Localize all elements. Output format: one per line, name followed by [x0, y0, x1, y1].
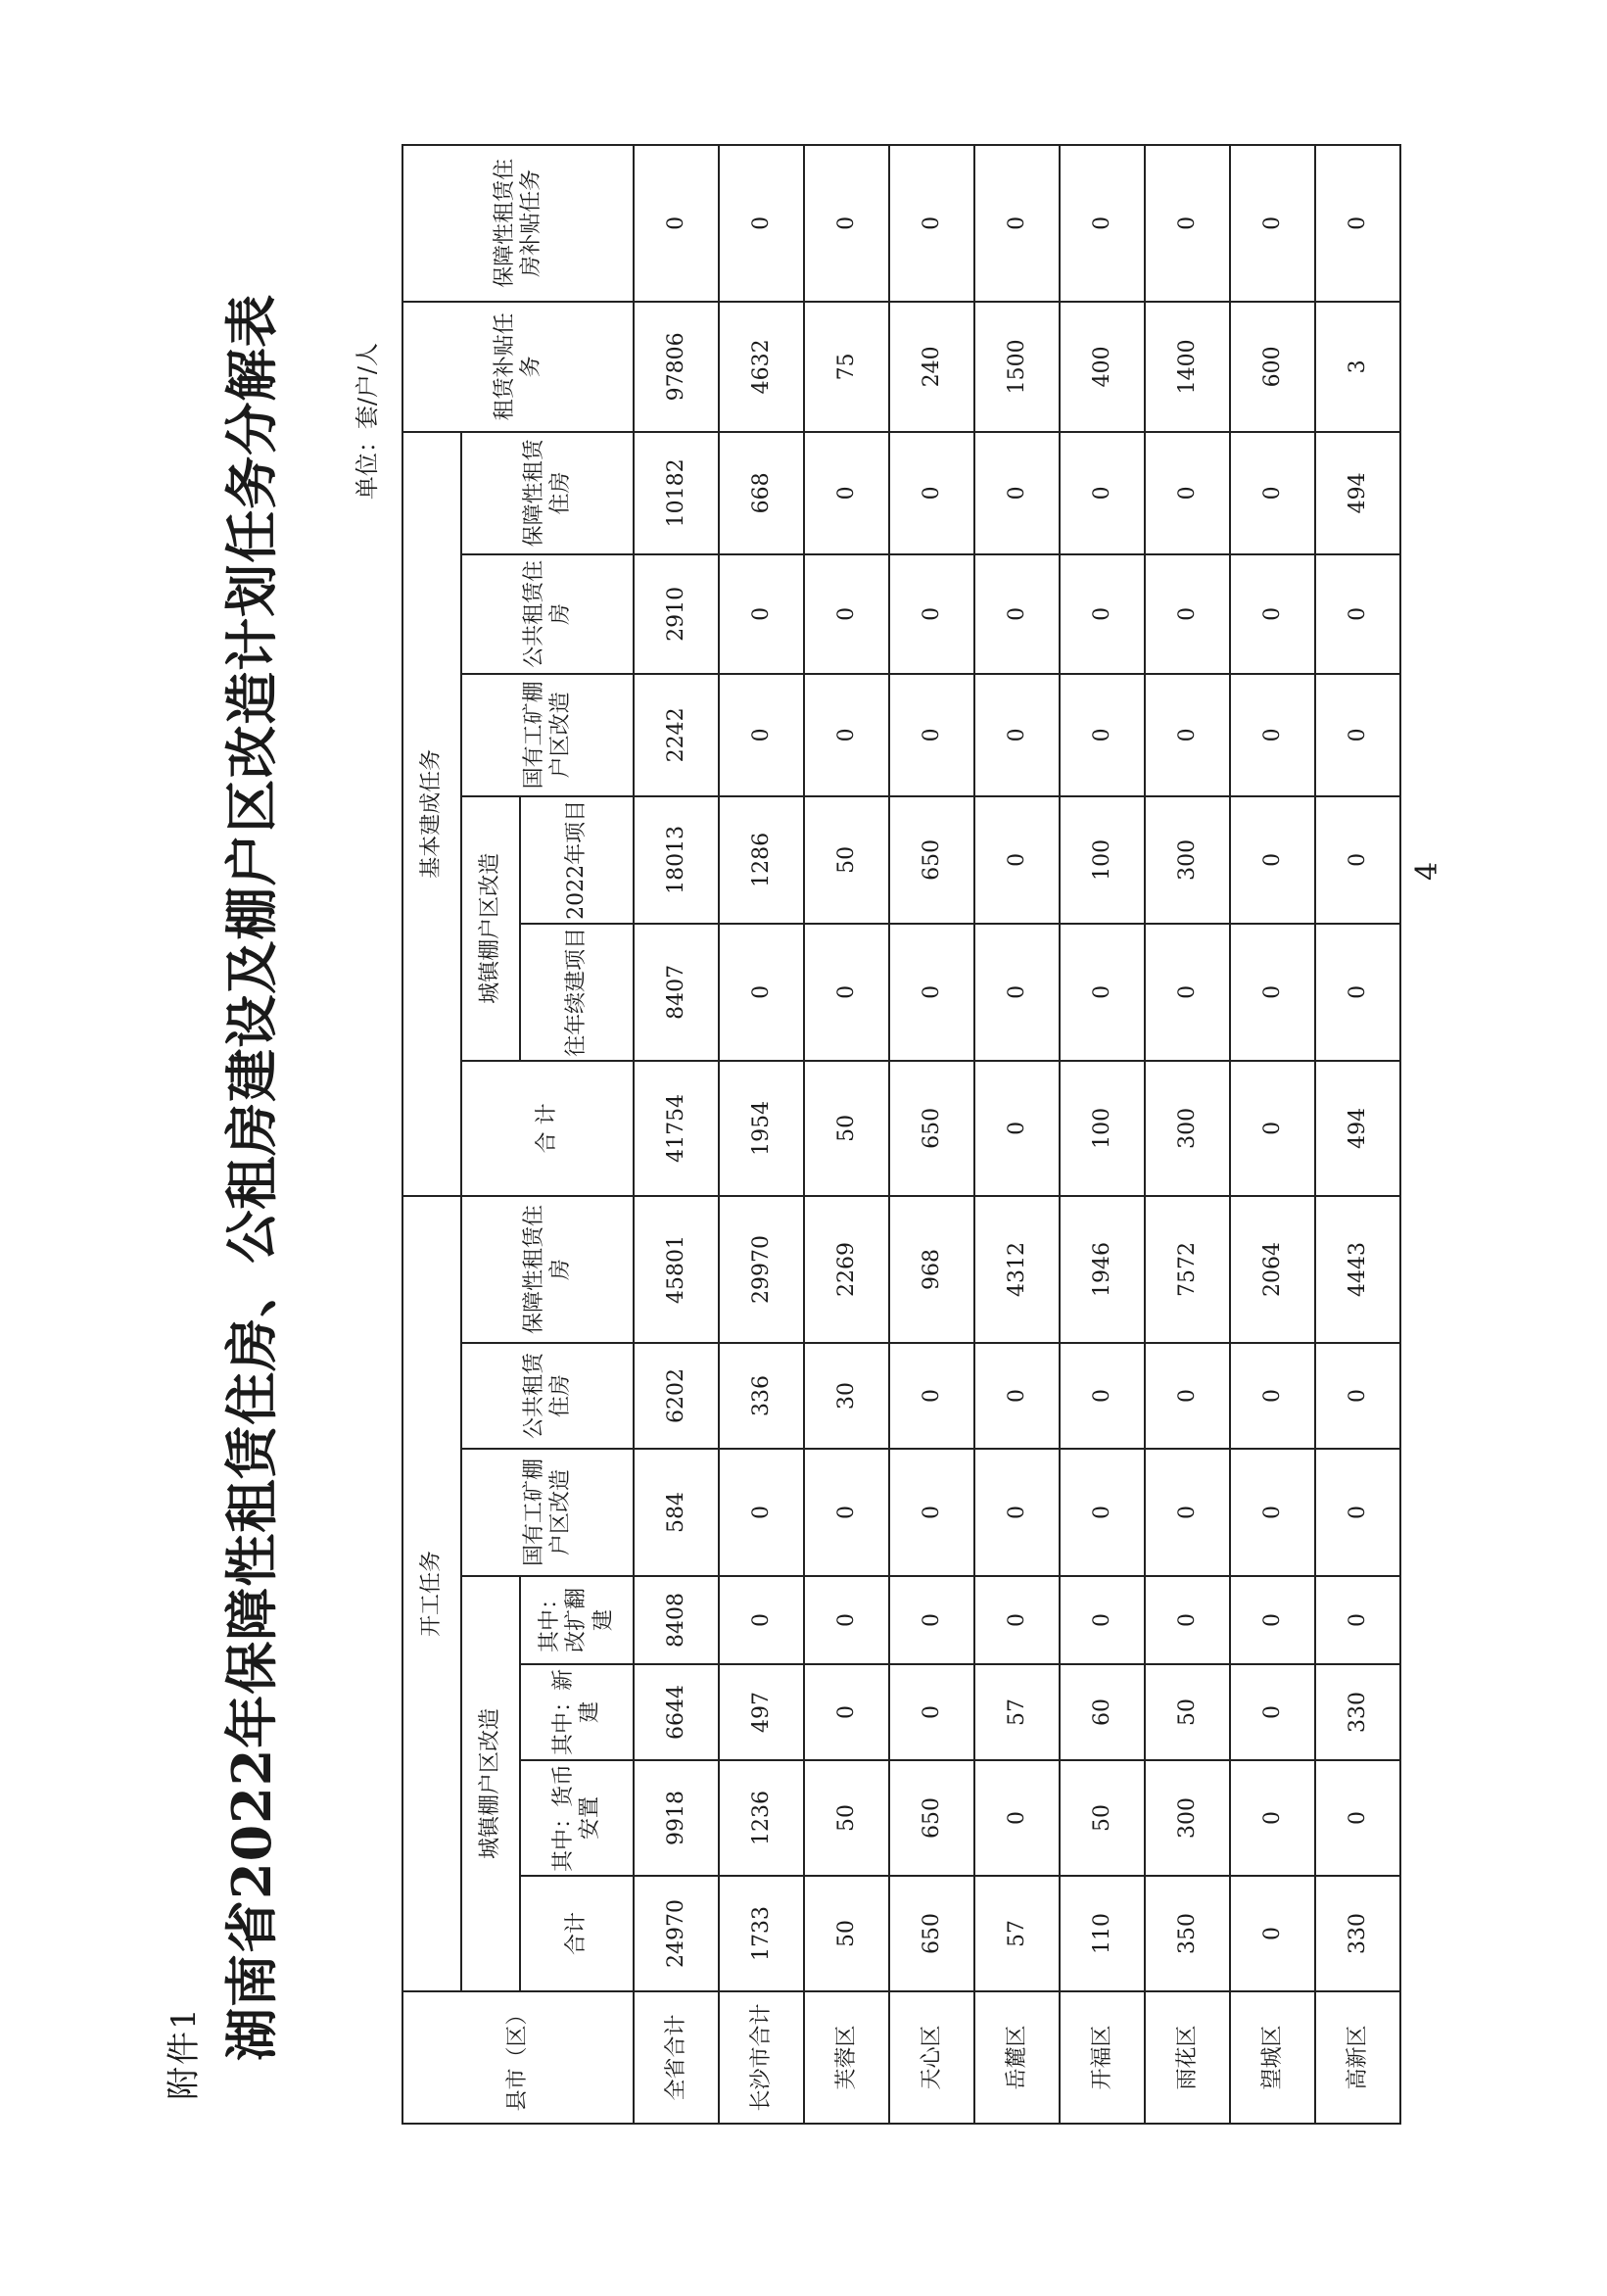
value-cell: 0: [1060, 1343, 1145, 1449]
county-name-cell: 开福区: [1060, 1991, 1145, 2124]
value-cell: 300: [1145, 1061, 1230, 1196]
table-row: [1315, 145, 1400, 2124]
value-cell: 0: [889, 1664, 974, 1760]
value-cell: 600: [1230, 302, 1315, 432]
affordable-rental-header: 保障性租赁住房: [461, 1196, 634, 1343]
value-cell: 0: [634, 145, 719, 302]
value-cell: 4312: [974, 1196, 1060, 1343]
completion-state-mining-header: 国有工矿棚户区改造: [461, 674, 634, 796]
value-cell: 0: [1315, 554, 1400, 674]
value-cell: 0: [889, 1576, 974, 1664]
value-cell: 1236: [719, 1760, 804, 1876]
value-cell: 0: [804, 1664, 889, 1760]
value-cell: 8407: [634, 924, 719, 1061]
value-cell: 240: [889, 302, 974, 432]
value-cell: 0: [804, 674, 889, 796]
renovation-header: 其中：改扩翻建: [520, 1576, 634, 1664]
value-cell: 0: [719, 145, 804, 302]
value-cell: 29970: [719, 1196, 804, 1343]
value-cell: 4443: [1315, 1196, 1400, 1343]
value-cell: 0: [719, 554, 804, 674]
county-name-cell: 望城区: [1230, 1991, 1315, 2124]
value-cell: 45801: [634, 1196, 719, 1343]
table-row: [1145, 145, 1230, 2124]
value-cell: 0: [889, 554, 974, 674]
value-cell: 30: [804, 1343, 889, 1449]
value-cell: 0: [974, 554, 1060, 674]
value-cell: 0: [1145, 1449, 1230, 1576]
table-row: [634, 145, 719, 2124]
value-cell: 1733: [719, 1876, 804, 1991]
value-cell: 330: [1315, 1664, 1400, 1760]
value-cell: 0: [719, 674, 804, 796]
value-cell: 2910: [634, 554, 719, 674]
value-cell: 650: [889, 796, 974, 924]
value-cell: 0: [1230, 674, 1315, 796]
monetary-header: 其中：货币安置: [520, 1760, 634, 1876]
value-cell: 4632: [719, 302, 804, 432]
value-cell: 0: [974, 1576, 1060, 1664]
value-cell: 0: [1145, 554, 1230, 674]
unit-label: 单位：套/户/人: [354, 343, 381, 501]
value-cell: 0: [889, 924, 974, 1061]
county-name-cell: 长沙市合计: [719, 1991, 804, 2124]
value-cell: 0: [1315, 924, 1400, 1061]
value-cell: 0: [804, 554, 889, 674]
document-title: 湖南省2022年保障性租赁住房、公租房建设及棚户区改造计划任务分解表: [220, 293, 283, 2061]
state-mining-header: 国有工矿棚户区改造: [461, 1449, 634, 1576]
value-cell: 6644: [634, 1664, 719, 1760]
value-cell: 1286: [719, 796, 804, 924]
value-cell: 0: [1145, 674, 1230, 796]
value-cell: 650: [889, 1760, 974, 1876]
value-cell: 650: [889, 1876, 974, 1991]
value-cell: 494: [1315, 432, 1400, 554]
value-cell: 0: [1145, 1576, 1230, 1664]
value-cell: 494: [1315, 1061, 1400, 1196]
value-cell: 0: [889, 432, 974, 554]
value-cell: 0: [1230, 1760, 1315, 1876]
completion-total-header: 合 计: [461, 1061, 634, 1196]
value-cell: 0: [1145, 432, 1230, 554]
past-projects-header: 往年续建项目: [520, 924, 634, 1061]
value-cell: 400: [1060, 302, 1145, 432]
value-cell: 0: [974, 796, 1060, 924]
table-body: [634, 145, 1400, 2124]
value-cell: 8408: [634, 1576, 719, 1664]
county-name-cell: 高新区: [1315, 1991, 1400, 2124]
value-cell: 0: [974, 674, 1060, 796]
value-cell: 0: [804, 145, 889, 302]
value-cell: 0: [1315, 145, 1400, 302]
value-cell: 97806: [634, 302, 719, 432]
value-cell: 50: [804, 1760, 889, 1876]
value-cell: 497: [719, 1664, 804, 1760]
value-cell: 584: [634, 1449, 719, 1576]
value-cell: 0: [1145, 924, 1230, 1061]
value-cell: 75: [804, 302, 889, 432]
value-cell: 1400: [1145, 302, 1230, 432]
county-name-cell: 岳麓区: [974, 1991, 1060, 2124]
value-cell: 0: [889, 1343, 974, 1449]
value-cell: 0: [1230, 924, 1315, 1061]
value-cell: 300: [1145, 796, 1230, 924]
value-cell: 60: [1060, 1664, 1145, 1760]
value-cell: 1500: [974, 302, 1060, 432]
value-cell: 0: [719, 1449, 804, 1576]
county-name-cell: 芙蓉区: [804, 1991, 889, 2124]
value-cell: 0: [974, 432, 1060, 554]
completion-shantytown-header: 城镇棚户区改造: [461, 796, 520, 1061]
value-cell: 330: [1315, 1876, 1400, 1991]
county-header: 县市（区）: [402, 1991, 634, 2124]
table-row: [889, 145, 974, 2124]
value-cell: 0: [1060, 554, 1145, 674]
table-row: [1060, 145, 1145, 2124]
value-cell: 0: [974, 1449, 1060, 1576]
value-cell: 0: [1230, 796, 1315, 924]
value-cell: 0: [974, 145, 1060, 302]
value-cell: 0: [719, 1576, 804, 1664]
value-cell: 0: [1230, 1449, 1315, 1576]
completion-public-rental-header: 公共租赁住房: [461, 554, 634, 674]
total-header: 合计: [520, 1876, 634, 1991]
value-cell: 10182: [634, 432, 719, 554]
start-tasks-header: 开工任务: [402, 1196, 461, 1991]
value-cell: 100: [1060, 796, 1145, 924]
value-cell: 0: [1230, 554, 1315, 674]
value-cell: 110: [1060, 1876, 1145, 1991]
value-cell: 300: [1145, 1760, 1230, 1876]
value-cell: 0: [1230, 1664, 1315, 1760]
value-cell: 0: [1315, 1576, 1400, 1664]
value-cell: 18013: [634, 796, 719, 924]
completion-tasks-header: 基本建成任务: [402, 432, 461, 1196]
value-cell: 0: [974, 1760, 1060, 1876]
value-cell: 50: [804, 1876, 889, 1991]
value-cell: 7572: [1145, 1196, 1230, 1343]
value-cell: 0: [1315, 796, 1400, 924]
value-cell: 0: [1315, 1343, 1400, 1449]
value-cell: 0: [1230, 145, 1315, 302]
rent-subsidy-header: 租赁补贴任务: [402, 302, 634, 432]
page-number: 4: [1410, 861, 1444, 881]
value-cell: 0: [1060, 145, 1145, 302]
value-cell: 2064: [1230, 1196, 1315, 1343]
value-cell: 336: [719, 1343, 804, 1449]
value-cell: 0: [804, 924, 889, 1061]
county-name-cell: 天心区: [889, 1991, 974, 2124]
value-cell: 0: [974, 1343, 1060, 1449]
value-cell: 0: [1230, 1576, 1315, 1664]
value-cell: 0: [1060, 1449, 1145, 1576]
value-cell: 0: [1145, 145, 1230, 302]
value-cell: 0: [1230, 1343, 1315, 1449]
value-cell: 0: [1230, 432, 1315, 554]
public-rental-header: 公共租赁住房: [461, 1343, 634, 1449]
value-cell: 650: [889, 1061, 974, 1196]
value-cell: 57: [974, 1664, 1060, 1760]
completion-affordable-rental-header: 保障性租赁住房: [461, 432, 634, 554]
shantytown-header: 城镇棚户区改造: [461, 1576, 520, 1991]
affordable-rent-subsidy-header: 保障性租赁住房补贴任务: [402, 145, 634, 302]
task-table: [402, 144, 1401, 2125]
value-cell: 50: [1060, 1760, 1145, 1876]
table-row: [974, 145, 1060, 2124]
value-cell: 0: [1315, 1449, 1400, 1576]
value-cell: 668: [719, 432, 804, 554]
value-cell: 0: [1315, 674, 1400, 796]
new-build-header: 其中：新建: [520, 1664, 634, 1760]
value-cell: 0: [1145, 1343, 1230, 1449]
value-cell: 350: [1145, 1876, 1230, 1991]
table-row: [804, 145, 889, 2124]
table-row: [1230, 145, 1315, 2124]
value-cell: 0: [804, 1449, 889, 1576]
year2022-projects-header: 2022年项目: [520, 796, 634, 924]
value-cell: 968: [889, 1196, 974, 1343]
value-cell: 0: [1315, 1760, 1400, 1876]
table-row: [719, 145, 804, 2124]
value-cell: 0: [889, 1449, 974, 1576]
value-cell: 0: [1060, 1576, 1145, 1664]
value-cell: 6202: [634, 1343, 719, 1449]
value-cell: 0: [1060, 674, 1145, 796]
value-cell: 0: [804, 1576, 889, 1664]
value-cell: 50: [804, 796, 889, 924]
value-cell: 0: [1060, 432, 1145, 554]
value-cell: 2242: [634, 674, 719, 796]
value-cell: 3: [1315, 302, 1400, 432]
value-cell: 50: [804, 1061, 889, 1196]
value-cell: 50: [1145, 1664, 1230, 1760]
value-cell: 0: [889, 145, 974, 302]
value-cell: 0: [1230, 1061, 1315, 1196]
county-name-cell: 全省合计: [634, 1991, 719, 2124]
attachment-label: 附件1: [165, 2006, 204, 2100]
value-cell: 41754: [634, 1061, 719, 1196]
value-cell: 100: [1060, 1061, 1145, 1196]
value-cell: 0: [974, 924, 1060, 1061]
value-cell: 9918: [634, 1760, 719, 1876]
value-cell: 24970: [634, 1876, 719, 1991]
value-cell: 0: [889, 674, 974, 796]
value-cell: 1954: [719, 1061, 804, 1196]
county-name-cell: 雨花区: [1145, 1991, 1230, 2124]
value-cell: 2269: [804, 1196, 889, 1343]
value-cell: 0: [804, 432, 889, 554]
value-cell: 0: [1230, 1876, 1315, 1991]
value-cell: 0: [719, 924, 804, 1061]
value-cell: 57: [974, 1876, 1060, 1991]
value-cell: 1946: [1060, 1196, 1145, 1343]
value-cell: 0: [974, 1061, 1060, 1196]
value-cell: 0: [1060, 924, 1145, 1061]
